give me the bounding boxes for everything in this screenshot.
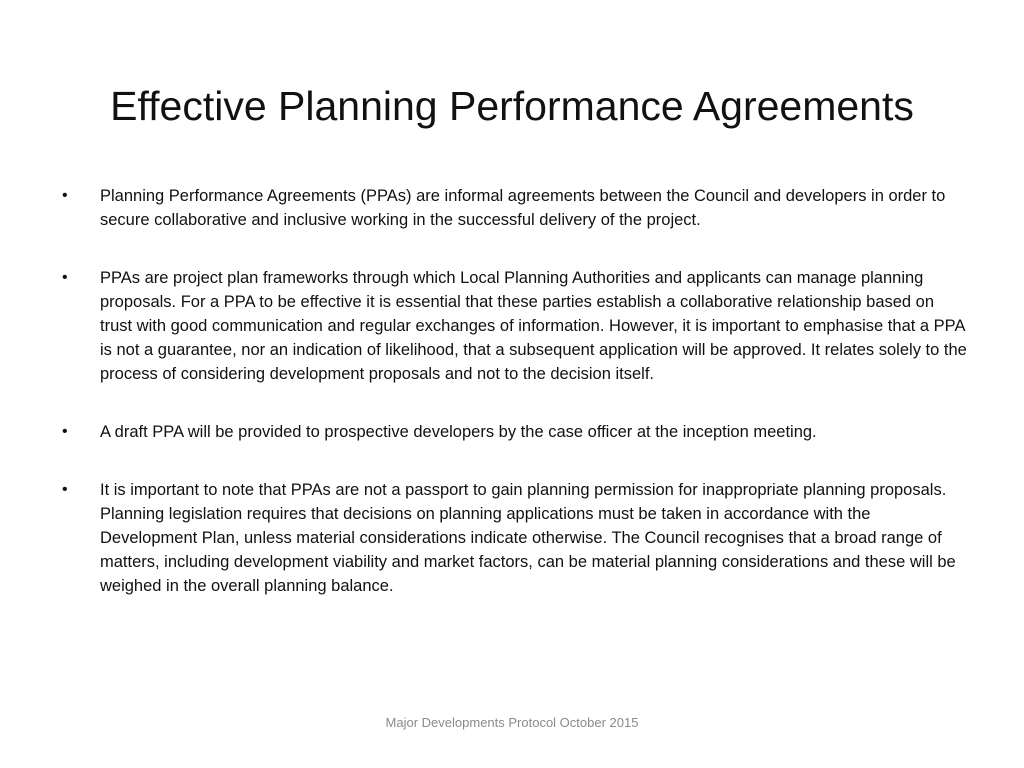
bullet-text: It is important to note that PPAs are not a passport to gain planning permission for inappropriate planning proposals. Planning legislation requires that decisions on planning applications must be taken in accordance with the Development Plan, unless material considerations indicate otherwise. The Council recognises that a broad range of matters, including development viability and market factors, can be material planning considerations and these will be weighed in the overall planning balance. <box>100 481 956 595</box>
bullet-text: Planning Performance Agreements (PPAs) are informal agreements between the Council and developers in order to secure collaborative and inclusive working in the successful delivery of the project. <box>100 187 946 229</box>
bullet-marker: • <box>62 481 68 498</box>
bullet-marker: • <box>62 187 68 204</box>
bullet-item <box>62 266 968 386</box>
bullet-item <box>62 184 968 232</box>
bullet-item <box>62 420 968 444</box>
bullet-item <box>62 478 968 598</box>
slide-footer: Major Developments Protocol October 2015 <box>385 715 639 730</box>
bullet-marker: • <box>62 269 68 286</box>
bullet-text: A draft PPA will be provided to prospective developers by the case officer at the inception meeting. <box>100 423 817 441</box>
slide-title: Effective Planning Performance Agreements <box>110 83 914 129</box>
bullet-text: PPAs are project plan frameworks through which Local Planning Authorities and applicants can manage planning proposals. For a PPA to be effective it is essential that these parties establish a collaborative relationship based on trust with good communication and regular exchanges of information. However, it is important to emphasise that a PPA is not a guarantee, nor an indication of likelihood, that a subsequent application will be approved. It relates solely to the process of considering development proposals and not to the decision itself. <box>100 269 967 383</box>
bullet-marker: • <box>62 423 68 440</box>
bullet-list <box>62 184 968 632</box>
